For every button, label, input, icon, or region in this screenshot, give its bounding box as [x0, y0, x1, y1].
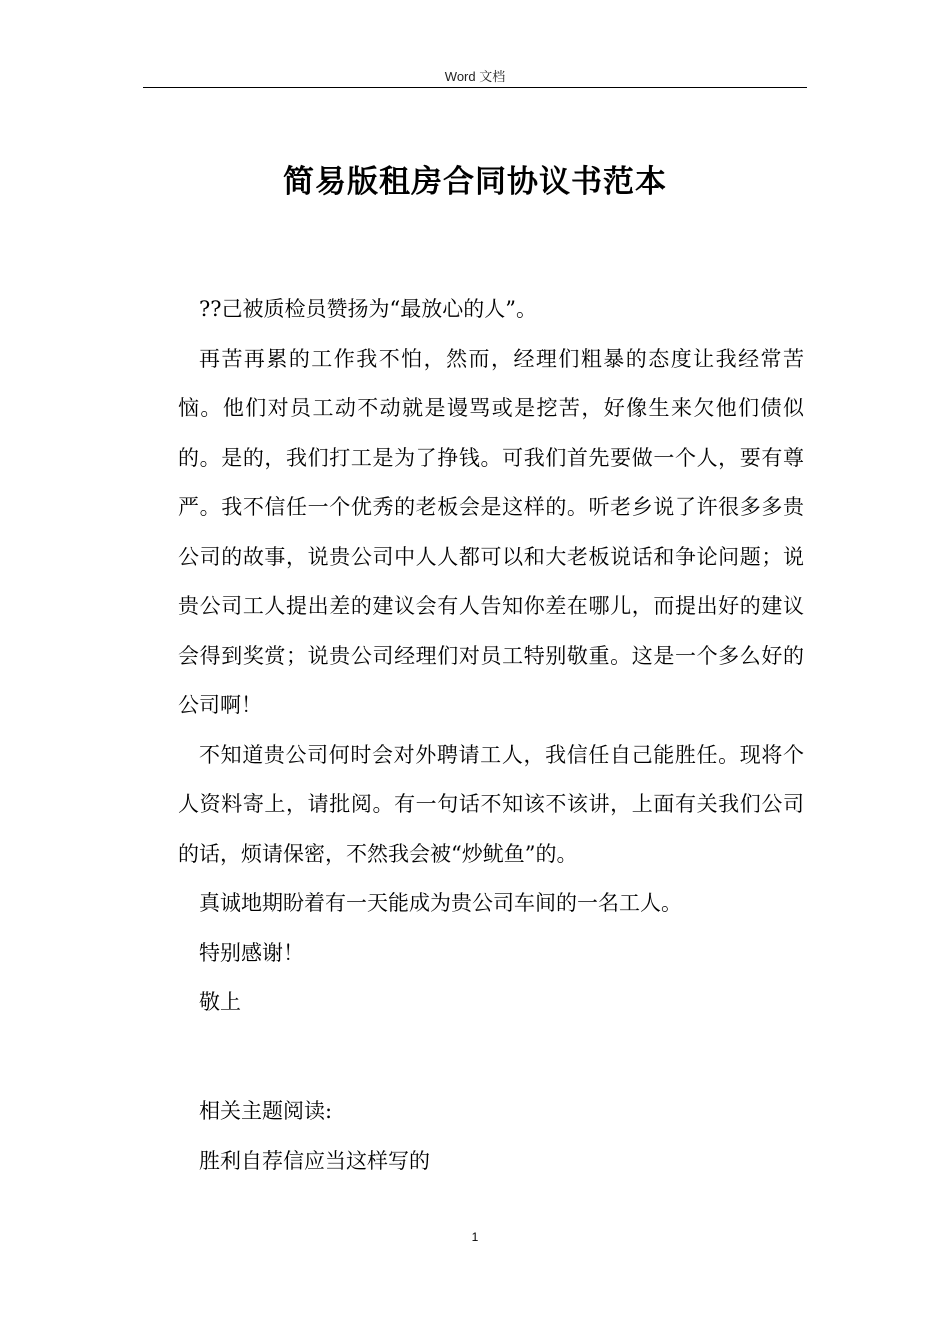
page-header-label: Word 文档: [444, 69, 506, 84]
related-section: [178, 1087, 804, 1186]
page-number: 1: [471, 1230, 479, 1244]
document-title: 简易版租房合同协议书范本: [283, 164, 667, 200]
paragraph: 不知道贵公司何时会对外聘请工人，我信任自己能胜任。现将个人资料寄上，请批阅。有一句话不知该不该讲，上面有关我们公司的话，烦请保密，不然我会被“炒鱿鱼”的。: [178, 742, 804, 866]
paragraph: 真诚地期盼着有一天能成为贵公司车间的一名工人。: [199, 891, 682, 915]
related-heading: 相关主题阅读:: [199, 1099, 333, 1123]
header-divider: [143, 87, 807, 88]
paragraph: 再苦再累的工作我不怕，然而，经理们粗暴的态度让我经常苦恼。他们对员工动不动就是谩骂或是挖苦，好像生来欠他们债似的。是的，我们打工是为了挣钱。可我们首先要做一个人，要有尊严。我不信任一个优秀的老板会是这样的。听老乡说了许很多多贵公司的故事，说贵公司中人人都可以和大老板说话和争论问题；说贵公司工人提出差的建议会有人告知你差在哪儿，而提出好的建议会得到奖赏；说贵公司经理们对员工特别敬重。这是一个多么好的公司啊！: [178, 346, 804, 717]
paragraph: 特别感谢！: [199, 940, 304, 965]
related-article-link[interactable]: 胜利自荐信应当这样写的: [199, 1148, 430, 1173]
paragraph: 敬上: [199, 990, 241, 1014]
document-body: [178, 285, 804, 1028]
paragraph: ??己被质检员赞扬为“最放心的人”。: [199, 297, 537, 321]
